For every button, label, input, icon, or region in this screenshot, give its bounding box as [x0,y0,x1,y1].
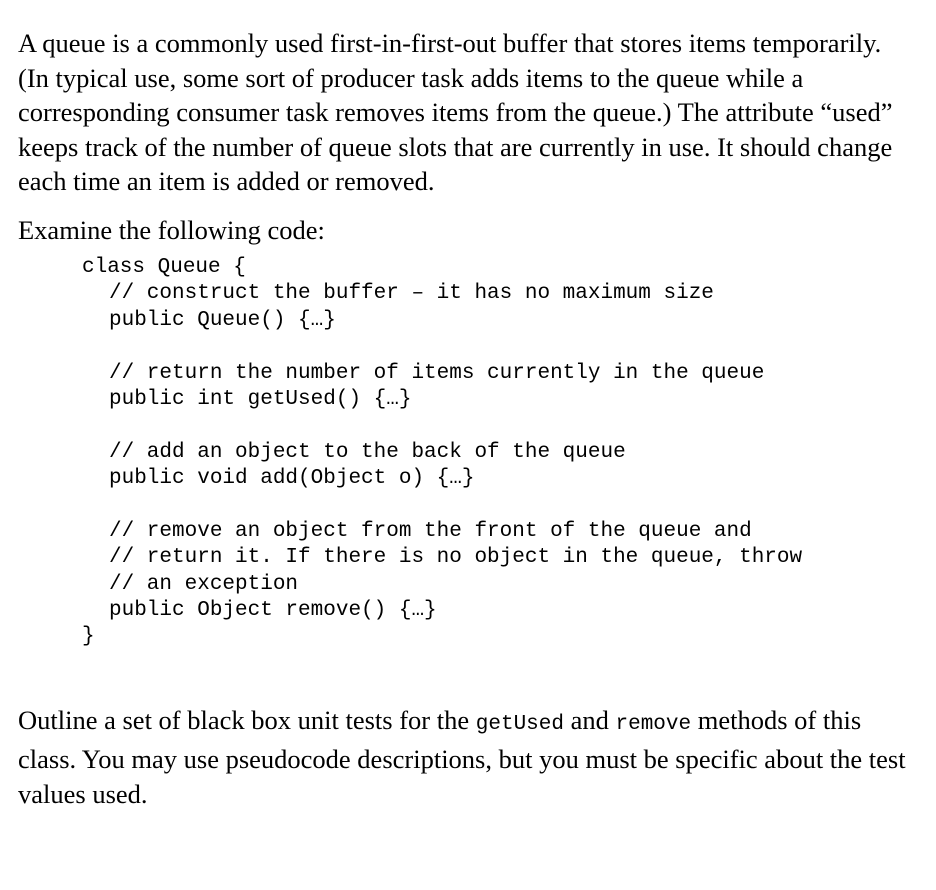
outline-paragraph [18,703,918,812]
examine-heading: Examine the following code: [18,214,325,245]
code-class-open: class Queue { [82,256,246,279]
outline-text-1: Outline a set of black box unit tests for the [18,704,476,735]
code-blank-line [82,493,918,519]
code-block [82,255,918,651]
code-comment-remove-1: // remove an object from the front of the queue and [109,519,752,543]
code-comment-constructor: // construct the buffer – it has no maximum size [109,282,714,306]
inline-code-getused: getUsed [475,712,564,736]
code-constructor: public Queue() {…} [109,308,336,332]
code-class-close: } [82,625,95,649]
code-comment-add: // add an object to the back of the queue [109,440,626,464]
outline-text-3: methods of this class. You may use pseudocode descriptions, but you must be specific about the test values used. [18,704,906,809]
code-comment-getused: // return the number of items currently in the queue [109,361,765,385]
inline-code-remove: remove [615,712,692,736]
intro-paragraph: A queue is a commonly used first-in-first-out buffer that stores items temporarily. (In typical use, some sort of producer task adds items to the queue while a corresponding consumer task removes items from the queue.) The attribute “used” keeps track of the number of queue slots that are currently in use. It should change each time an item is added or removed. [18,28,893,196]
code-comment-remove-3: // an exception [109,572,299,596]
code-blank-line [82,413,918,439]
code-add: public void add(Object o) {…} [109,467,475,491]
code-getused: public int getUsed() {…} [109,387,412,411]
outline-text-2: and [563,704,616,735]
code-blank-line [82,334,918,360]
code-remove: public Object remove() {…} [109,599,437,623]
code-comment-remove-2: // return it. If there is no object in the queue, throw [109,546,803,570]
document-page [18,26,918,811]
